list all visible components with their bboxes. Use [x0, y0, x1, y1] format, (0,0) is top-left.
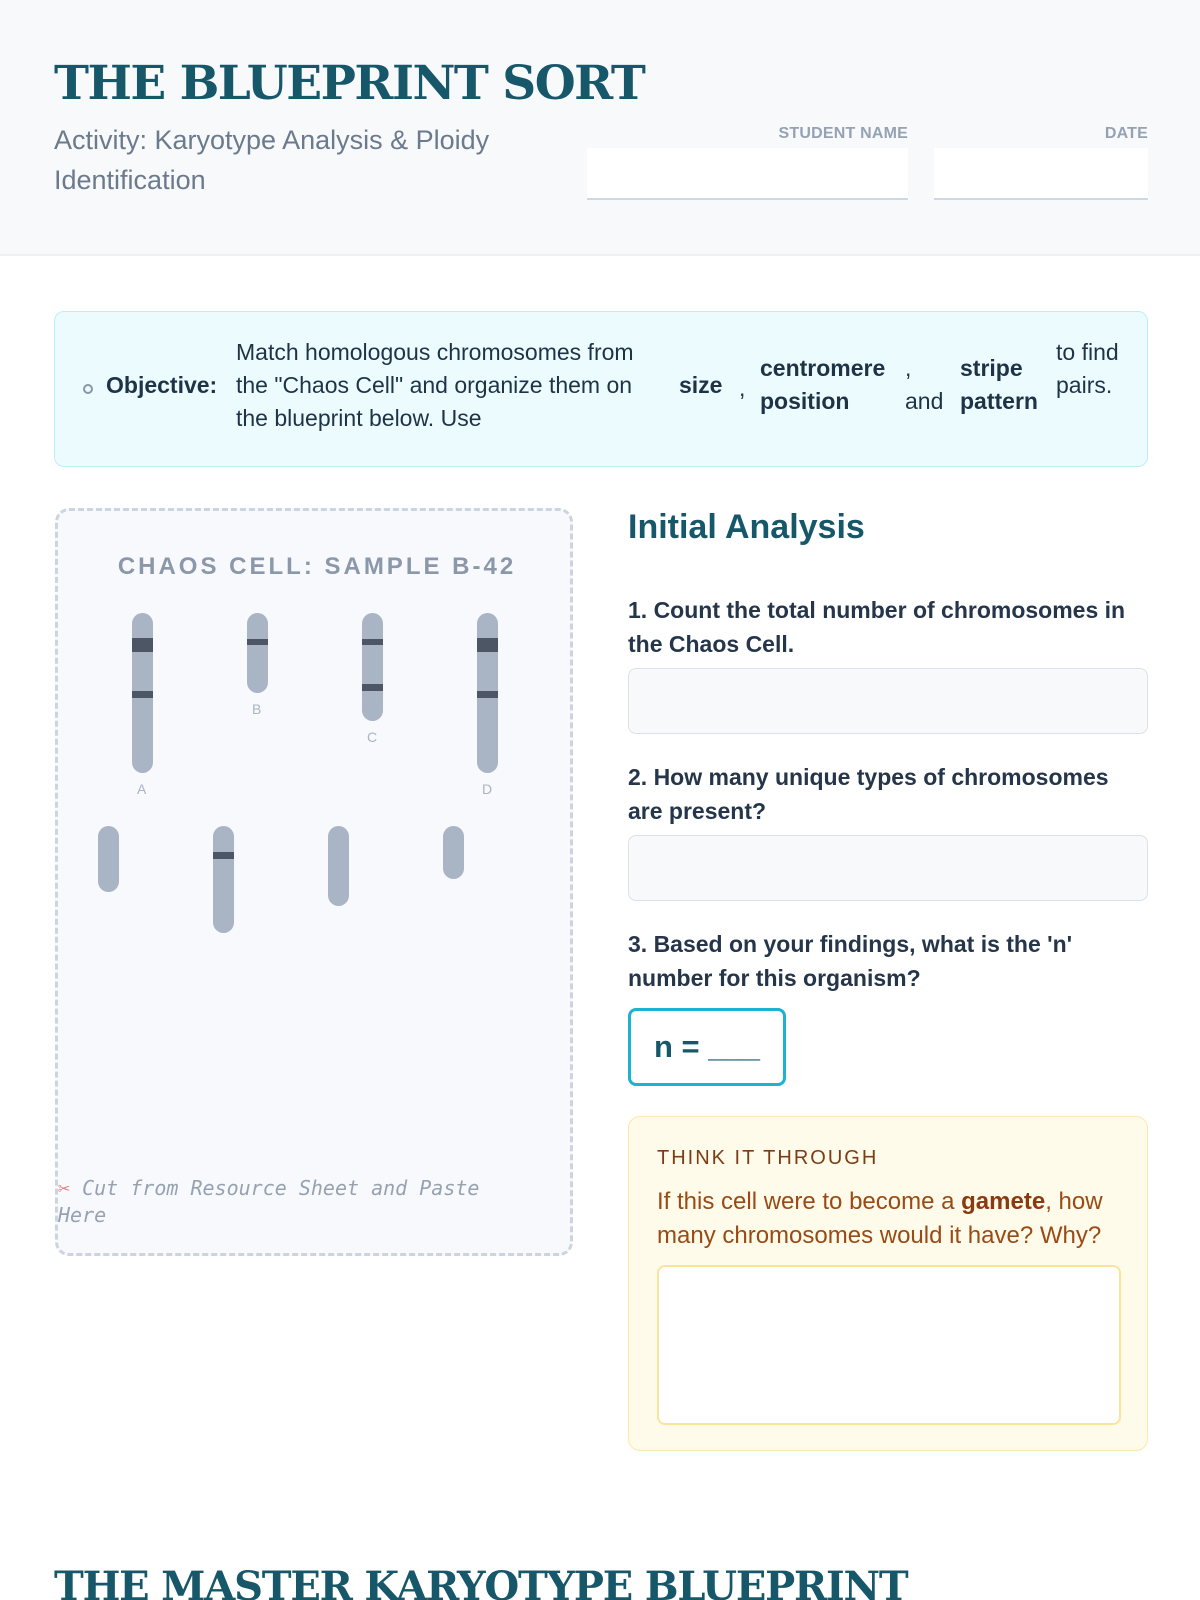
analysis-title: Initial Analysis — [628, 508, 865, 546]
header — [0, 0, 1200, 256]
objective-comma-1: , — [739, 375, 746, 401]
think-answer-field[interactable] — [657, 1265, 1121, 1425]
chromosome[interactable] — [328, 826, 349, 906]
scissors-icon: ✂ — [58, 1176, 71, 1200]
question-1: 1. Count the total number of chromosomes in the Chaos Cell. — [628, 597, 1126, 657]
chromosome-label-d: D — [482, 781, 493, 797]
objective-size: size — [679, 372, 723, 398]
objective-centromere: centromere position — [760, 355, 886, 414]
chromosome-band — [477, 691, 498, 698]
chromosome[interactable] — [98, 826, 119, 892]
objective-and: and — [905, 388, 944, 414]
chromosome-label-b: B — [252, 701, 262, 717]
chromosome-b[interactable] — [247, 613, 268, 693]
chromosome-band — [213, 852, 234, 859]
think-text-end: , how many chromosomes would it have? Why? — [657, 1188, 1103, 1249]
chromosome-d[interactable] — [477, 613, 498, 773]
objective-end: to find pairs. — [1056, 339, 1119, 398]
answer-2-field[interactable] — [628, 835, 1148, 901]
objective-text: Match homologous chromosomes from the "Chaos Cell" and organize them on the blueprint below. Use — [236, 339, 634, 431]
think-it-through-card — [628, 1116, 1148, 1451]
page-title: THE BLUEPRINT SORT — [54, 56, 645, 111]
chromosome-label-a: A — [137, 781, 147, 797]
bullet-icon — [83, 384, 93, 394]
student-name-field[interactable] — [587, 148, 908, 200]
chromosome-label-c: C — [367, 729, 378, 745]
chromosome-band — [362, 639, 383, 645]
chromosome-c[interactable] — [362, 613, 383, 721]
question-3: 3. Based on your findings, what is the 'n' number for this organism? — [628, 931, 1073, 991]
objective-comma-2: , — [905, 355, 912, 381]
answer-1-field[interactable] — [628, 668, 1148, 734]
question-2: 2. How many unique types of chromosomes are present? — [628, 764, 1109, 824]
date-label: DATE — [1104, 125, 1148, 142]
chromosome-band — [362, 684, 383, 691]
objective-label: Objective: — [106, 372, 218, 398]
chromosome-band — [132, 691, 153, 698]
paste-note-text: Cut from Resource Sheet and Paste Here — [58, 1176, 480, 1227]
chaos-cell-panel — [55, 508, 573, 1256]
chromosome-band — [132, 638, 153, 652]
master-blueprint-title: THE MASTER KARYOTYPE BLUEPRINT — [54, 1563, 908, 1600]
think-text-start: If this cell were to become a — [657, 1188, 962, 1215]
paste-note — [58, 1175, 518, 1229]
chromosome-band — [477, 638, 498, 652]
student-name-label: STUDENT NAME — [778, 125, 908, 142]
think-question — [657, 1185, 1127, 1253]
chaos-cell-title: CHAOS CELL: SAMPLE B-42 — [117, 553, 517, 580]
objective-stripe: stripe pattern — [960, 355, 1038, 414]
chromosome[interactable] — [443, 826, 464, 879]
page-subtitle: Activity: Karyotype Analysis & Ploidy Identification — [54, 125, 490, 195]
chromosome[interactable] — [213, 826, 234, 933]
chromosome-band — [247, 639, 268, 645]
think-bold-term: gamete — [961, 1188, 1046, 1215]
date-field[interactable] — [934, 148, 1148, 200]
think-title: THINK IT THROUGH — [657, 1147, 879, 1169]
chromosome-a[interactable] — [132, 613, 153, 773]
objective-banner — [54, 311, 1148, 467]
n-answer-field[interactable]: n = ___ — [628, 1008, 786, 1086]
